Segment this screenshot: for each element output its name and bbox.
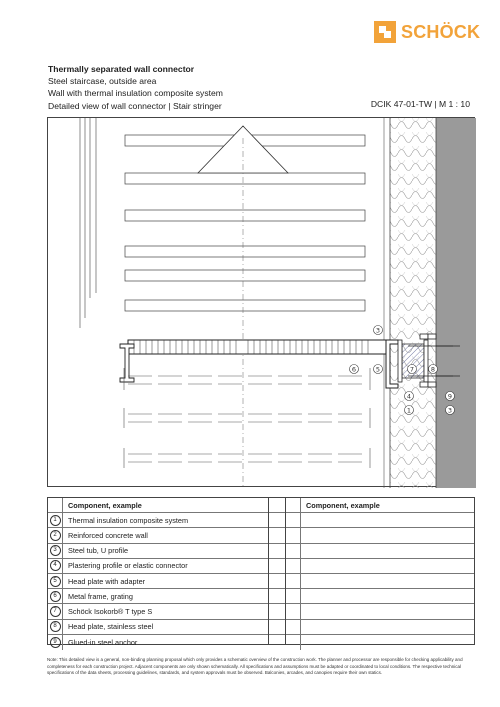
- table-row: 5 Head plate with adapter: [48, 574, 268, 589]
- component-column-right: [286, 498, 474, 644]
- drawing-subtitle-2: Wall with thermal insulation composite system: [48, 88, 223, 99]
- table-header: Component, example: [68, 500, 142, 510]
- table-header-right: Component, example: [306, 500, 380, 510]
- svg-text:5: 5: [375, 365, 381, 374]
- svg-text:3: 3: [375, 326, 381, 335]
- logo-mark-icon: [374, 21, 396, 43]
- table-row: 4 Plastering profile or elastic connector: [48, 559, 268, 574]
- svg-text:1: 1: [406, 406, 412, 415]
- schoeck-logo: [374, 18, 486, 46]
- callout-4: [405, 392, 414, 401]
- svg-text:4: 4: [406, 392, 412, 401]
- table-row: 3 Steel tub, U profile: [48, 544, 268, 559]
- component-table: [47, 497, 475, 645]
- component-column-gap: [269, 498, 286, 644]
- callout-3-bottom: [446, 406, 455, 415]
- callout-6: [350, 365, 359, 374]
- drawing-title: Thermally separated wall connector: [48, 64, 195, 74]
- concrete-wall: [436, 118, 476, 488]
- callout-1: [405, 406, 414, 415]
- drawing-svg: [48, 118, 476, 488]
- drawing-reference: DCIK 47-01-TW | M 1 : 10: [370, 99, 470, 109]
- table-header-row: [48, 498, 268, 513]
- disclaimer-note: Note: This detailed view is a general, non-binding planning proposal which only provides a schematic overview of the construction work. The planner and processor are responsible for checking applicability and completeness for each construction project. Adjacent components are only shown schematically. All specifications and assumptions must be adapted or coordinated to local conditions. The respective technical specifications of the data sheets, processing guidelines, standards, and system approvals must be observed. Balconies, arcades, and canopies require their own statics.: [47, 657, 463, 676]
- table-row: 7 Schöck Isokorb® T type S: [48, 604, 268, 619]
- table-row: 6 Metal frame, grating: [48, 589, 268, 604]
- callout-8: [429, 365, 438, 374]
- table-row: 1 Thermal insulation composite system: [48, 513, 268, 528]
- table-row: 8 Head plate, stainless steel: [48, 620, 268, 635]
- table-row: 9 Glued-in steel anchor: [48, 635, 268, 650]
- drawing-subtitle-3: Detailed view of wall connector | Stair stringer: [48, 100, 222, 111]
- svg-text:7: 7: [409, 365, 415, 374]
- technical-drawing: [47, 117, 475, 487]
- svg-text:8: 8: [430, 365, 436, 374]
- callout-9: [446, 392, 455, 401]
- stair-stringer: [128, 340, 386, 354]
- svg-text:3: 3: [447, 406, 453, 415]
- title-block: [48, 63, 348, 112]
- component-column-left: [48, 498, 269, 647]
- callout-3-top: [374, 326, 383, 335]
- table-row: 2 Reinforced concrete wall: [48, 528, 268, 543]
- callout-7: [408, 365, 417, 374]
- svg-text:6: 6: [351, 365, 357, 374]
- drawing-subtitle-1: Steel staircase, outside area: [48, 76, 157, 87]
- logo-text: SCHÖCK: [401, 21, 481, 42]
- callout-5-top: [374, 365, 383, 374]
- insulation-layer: [390, 118, 436, 488]
- svg-text:9: 9: [447, 392, 453, 401]
- table-header-row-right: [286, 498, 474, 513]
